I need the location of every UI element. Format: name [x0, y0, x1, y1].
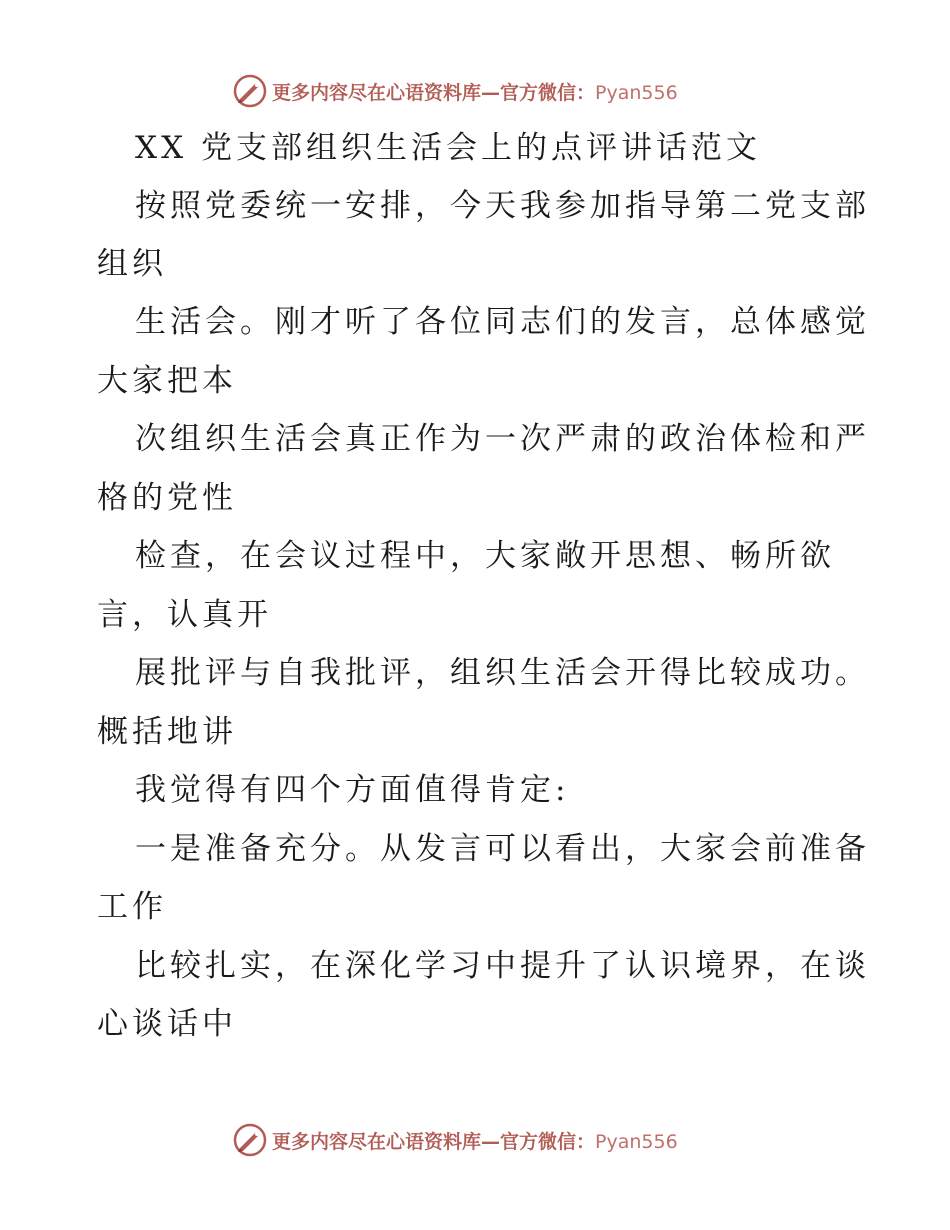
- header-banner-text: 更多内容尽在心语资料库—官方微信：Pyan556: [272, 81, 678, 104]
- paragraph-line: 一是准备充分。从发言可以看出，大家会前准备: [135, 831, 870, 867]
- document-title: XX 党支部组织生活会上的点评讲话范文: [135, 130, 761, 166]
- paragraph-line: 次组织生活会真正作为一次严肃的政治体检和严: [135, 421, 870, 457]
- paragraph-line: 概括地讲: [97, 714, 237, 750]
- paragraph-line: 工作: [97, 889, 167, 925]
- paragraph-line: 我觉得有四个方面值得肯定:: [135, 772, 570, 808]
- paragraph-line: 组织: [97, 246, 167, 282]
- paragraph-line: 展批评与自我批评，组织生活会开得比较成功。: [135, 655, 870, 691]
- pen-logo-icon: [232, 73, 268, 109]
- paragraph-line: 检查，在会议过程中，大家敞开思想、畅所欲: [135, 538, 835, 574]
- paragraph-line: 按照党委统一安排，今天我参加指导第二党支部: [135, 188, 870, 224]
- paragraph-line: 言，认真开: [97, 597, 272, 633]
- footer-banner-text: 更多内容尽在心语资料库—官方微信：Pyan556: [272, 1130, 678, 1153]
- paragraph-line: 心谈话中: [97, 1006, 237, 1042]
- header-watermark-banner: [232, 71, 678, 111]
- footer-watermark-banner: [232, 1120, 678, 1160]
- paragraph-line: 比较扎实，在深化学习中提升了认识境界，在谈: [135, 948, 870, 984]
- paragraph-line: 大家把本: [97, 363, 237, 399]
- paragraph-line: 生活会。刚才听了各位同志们的发言，总体感觉: [135, 304, 870, 340]
- pen-logo-icon: [232, 1122, 268, 1158]
- paragraph-line: 格的党性: [97, 480, 237, 516]
